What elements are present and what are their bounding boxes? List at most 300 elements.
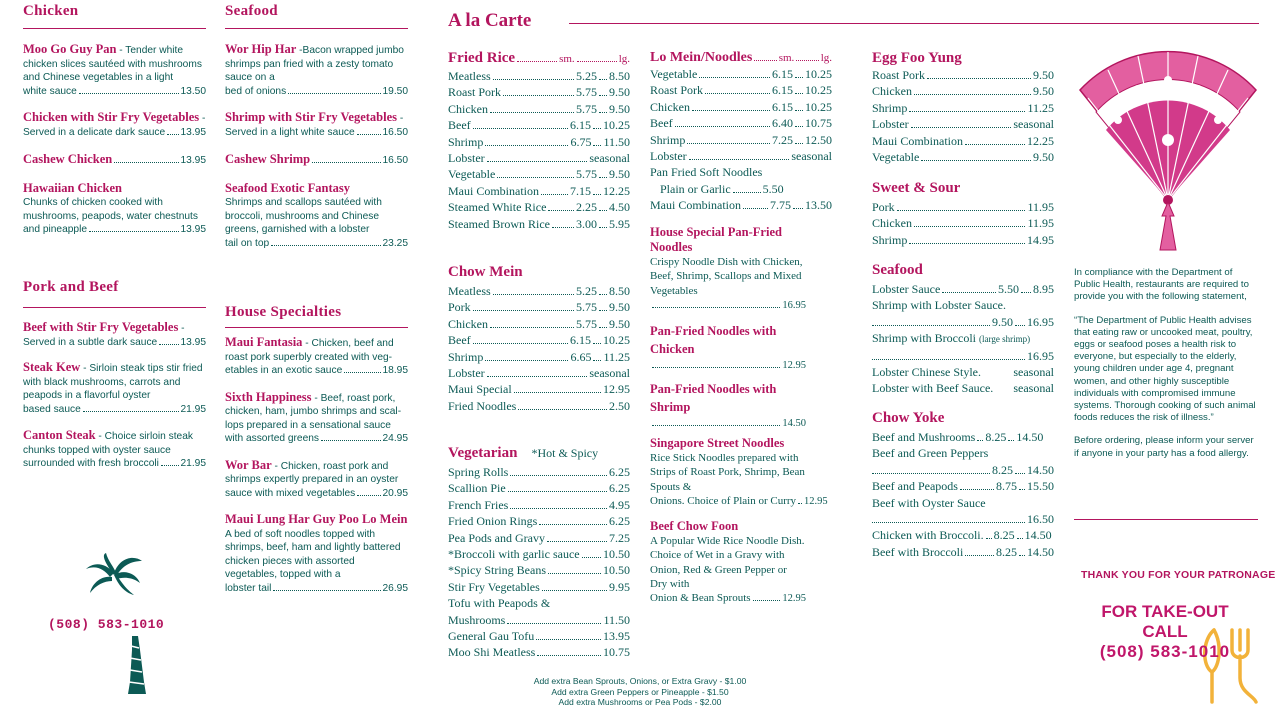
menu-row [448,595,630,611]
menu-row [448,216,630,232]
item-name: Beef with Oyster Sauce [872,495,986,510]
item-name: Lobster [448,151,485,166]
section-title-chicken: Chicken [23,3,79,19]
item-price: 4.95 [609,497,630,512]
takeout-callout [1090,602,1240,662]
menu-row [448,316,630,332]
sweet-sour-list [872,199,1054,248]
item-price-large: 9.50 [609,85,630,100]
item-price: 10.50 [603,547,630,562]
item-sep: - [302,338,312,349]
item-name: General Gau Tofu [448,629,535,644]
menu-row [650,82,832,98]
item-name: Tofu with Peapods & [448,596,551,611]
item-name: Chicken [872,216,912,231]
takeout-phone[interactable]: (508) 583-1010 [1099,642,1231,661]
item-price-small: 8.25 [992,462,1013,477]
item-price: 21.95 [180,403,206,415]
section-title-vegetarian: Vegetarian [448,445,518,461]
item-name: Vegetable [872,150,920,165]
menu-row [23,403,206,417]
item-name: Maui Special [448,382,512,397]
item-price-large: 10.25 [603,118,630,133]
menu-item [225,42,408,98]
item-price-small: 5.75 [576,85,597,100]
item-desc-last: and pineapple [23,224,88,235]
item-price-large: 10.25 [805,67,832,81]
menu-row [448,299,630,315]
item-sep: - [271,460,281,472]
item-price-large: 4.50 [609,200,630,215]
item-name: Maui Combination [448,183,539,198]
item-price: 9.50 [1033,68,1054,82]
item-desc-last: sauce with mixed vegetables [225,487,356,499]
item-price: 12.95 [782,360,806,371]
menu-item [650,322,806,374]
item-name: Shrimp [872,232,908,247]
item-price-large: 14.50 [1027,462,1054,477]
item-name: Canton Steak [23,428,96,442]
item-price: seasonal [589,151,630,166]
item-name: Lobster Sauce [872,282,941,296]
item-price: seasonal [1013,365,1054,380]
column-chicken-pork [23,0,206,469]
menu-item [23,152,206,168]
item-name: Beef [448,118,471,133]
column-seafood-house [225,0,408,594]
item-description: Rice Stick Noodles prepared with Strips of Roast Pork, Shrimp, Bean Spouts & [650,452,805,493]
item-name: Moo Go Guy Pan [23,42,117,56]
item-name: Scallion Pie [448,481,506,496]
item-name: Wor Hip Har [225,42,297,56]
item-price: seasonal [1013,117,1054,132]
menu-row [448,398,630,414]
menu-row [448,480,630,496]
item-price-small: 7.75 [770,198,791,213]
menu-row [448,579,630,595]
size-small-label: sm. [559,53,575,65]
item-price: 10.75 [603,645,630,660]
item-name: Lobster [448,366,485,381]
item-price: 16.50 [1027,512,1054,527]
item-price: seasonal [1013,381,1054,396]
extras-line: Add extra Mushrooms or Pea Pods - $2.00 [558,697,722,707]
menu-item [225,110,408,139]
pork-beef-list [23,310,206,471]
menu-item [23,110,206,139]
item-price-large: 5.95 [609,216,630,231]
item-price: 12.95 [603,382,630,397]
item-name: Meatless [448,69,491,83]
menu-row [448,332,630,348]
menu-row [872,232,1054,248]
column-lomein-noodles [650,50,832,605]
menu-row [872,348,1054,364]
item-name: Maui Combination [872,133,963,148]
menu-row [872,314,1054,330]
item-price-small: 5.50 [998,282,1019,296]
item-desc-text: Tender white chicken slices sautéed with mushrooms and Chinese vegetables in a light [23,45,202,83]
item-sep: - [296,45,303,56]
item-price-small: 6.15 [570,333,591,348]
item-name: Beef and Peapods [872,479,958,494]
menu-row [448,365,630,381]
item-name: Chicken with Stir Fry Vegetables [23,110,200,124]
menu-item [225,152,408,168]
column-egg-sweet-seafood [872,50,1054,559]
item-price-small: 6.15 [772,83,793,98]
item-desc-last: white sauce [23,85,77,97]
menu-row [650,115,832,131]
item-desc-last: etables in an exotic sauce [225,365,343,376]
item-desc-text: Sirloin steak tips stir fried with black mushrooms, carrots and peapods in a flavorful oyster [23,363,203,401]
item-name: Beef and Mushrooms [872,430,976,444]
item-description [23,320,206,336]
menu-row [448,546,630,562]
item-price-small: 5.75 [576,316,597,331]
menu-row [650,66,832,82]
menu-row [650,298,806,314]
menu-row [872,511,1054,527]
item-price: 19.50 [382,85,408,97]
item-desc-last: surrounded with fresh broccoli [23,458,159,469]
item-price: 6.25 [609,514,630,529]
extras-line: Add extra Bean Sprouts, Onions, or Extra Gravy - $1.00 [533,676,747,686]
item-name: Pan-Fried Noodles with Shrimp [650,382,777,414]
item-price: 5.50 [762,181,784,196]
menu-row [448,628,630,644]
item-price-large: 8.50 [609,69,630,83]
item-price: 9.50 [1033,84,1054,99]
menu-item [225,512,408,595]
item-desc-last: Served in a light white sauce [225,126,355,138]
item-desc-text: A bed of soft noodles topped with shrimps, beef, ham and lightly battered chicken pieces with assorted vegetables, topped with a [225,528,401,580]
item-desc-last: Served in a subtle dark sauce [23,336,158,348]
menu-item [23,428,206,471]
item-desc-text: Chicken, beef and roast pork superbly created with veg- [225,338,394,363]
item-price: 23.25 [382,237,408,249]
item-sep: - [311,392,321,404]
item-price-small: 7.25 [772,132,793,147]
item-price-small: 9.50 [992,314,1013,329]
item-name: Roast Pork [448,85,502,100]
item-price-small: 5.75 [576,101,597,116]
item-name: Pea Pods and Gravy [448,530,545,545]
menu-row [650,197,832,213]
seafood-header [872,262,923,279]
item-name: Meatless [448,284,491,298]
item-name: Chicken with Broccoli. [872,528,984,543]
size-large-label: lg. [820,52,832,64]
item-description: A Popular Wide Rice Noodle Dish. Choice of Wet in a Gravy with Onion, Red & Green Pepper or Dry with [650,535,805,590]
item-name: Stir Fry Vegetables [448,579,540,594]
item-name: Beef [650,116,673,131]
menu-item [650,519,806,608]
item-desc-last: lobster tail [225,582,272,594]
menu-row [872,100,1054,116]
item-name: Chicken [650,99,690,114]
menu-row [872,116,1054,132]
menu-row [650,164,832,180]
item-price-large: 14.50 [1016,430,1044,444]
section-title-pork-beef: Pork and Beef [23,279,119,295]
menu-item [225,458,408,501]
menu-row [872,297,1054,313]
menu-row [448,349,630,365]
item-name: Beef Chow Foon [650,519,739,533]
item-desc-text: Shrimps and scallops sautéed with broccoli, mushrooms and Chinese greens, garnished with a lobster [225,197,382,235]
item-price-large: 12.25 [603,183,630,198]
menu-row [225,152,408,168]
item-price-large: 8.95 [1033,282,1054,296]
house-specialties-list [225,327,408,595]
menu-row [225,237,408,251]
notice-paragraph: In compliance with the Department of Public Health, restaurants are required to provide you with the following statement, [1074,267,1249,303]
item-price: 13.50 [180,85,206,97]
item-price: 24.95 [382,433,408,444]
item-name: Plain or Garlic [660,181,731,196]
chow-yoke-list [872,429,1054,560]
palm-trunk-icon [124,636,148,696]
item-price-large: 10.25 [603,333,630,348]
item-price-small: 5.25 [576,69,597,83]
item-price-large: 10.75 [805,116,832,131]
item-description [23,181,206,224]
menu-row [872,527,1054,543]
item-description [225,390,408,433]
seafood-alacarte-list [872,281,1054,397]
item-name: Pan-Fried Noodles with Chicken [650,324,777,356]
item-desc-last: with assorted greens [225,433,320,444]
menu-row [872,199,1054,215]
item-price: 14.50 [782,418,806,429]
item-price: 11.95 [1027,216,1054,231]
item-name: Shrimp with Stir Fry Vegetables [225,110,397,124]
item-name: Chicken [448,316,488,331]
item-desc-last: Onion & Bean Sprouts [650,592,751,605]
menu-row [872,149,1054,165]
item-name: Lobster [650,149,687,164]
item-price-large: 11.50 [603,134,630,149]
item-price-small: 8.25 [996,544,1017,559]
menu-row [872,133,1054,149]
item-price: 12.95 [804,495,828,507]
item-price-large: 11.25 [603,349,630,364]
menu-row [448,150,630,166]
menu-row [448,199,630,215]
menu-row [448,68,630,84]
item-price-small: 5.25 [576,284,597,298]
item-price: 21.95 [180,458,206,469]
item-price: seasonal [791,149,832,164]
extras-line: Add extra Green Peppers or Pineapple - $1.50 [551,686,729,697]
item-name: Chicken [448,101,488,116]
item-price: 13.95 [180,224,206,235]
item-price-large: 10.25 [805,99,832,114]
item-price: 9.50 [1033,150,1054,165]
item-name: Moo Shi Meatless [448,645,536,660]
item-name: Vegetable [650,67,698,81]
menu-row [872,429,1054,445]
item-name: Beef with Broccoli [872,544,964,559]
item-name: Lobster with Beef Sauce. [872,381,994,396]
section-title-seafood: Seafood [225,3,278,19]
item-price-large: 8.50 [609,284,630,298]
item-name: Singapore Street Noodles [650,436,785,450]
menu-row [23,152,206,168]
menu-item [23,320,206,349]
health-notice [1074,267,1258,460]
divider [1074,519,1258,520]
item-price-large: 15.50 [1027,479,1054,494]
menu-row [872,330,1054,347]
item-name: Lobster Chinese Style. [872,365,981,380]
divider [23,28,206,29]
size-large-label: lg. [618,53,630,65]
item-price: 11.25 [1027,100,1054,115]
section-title-a-la-carte: A la Carte [448,10,532,31]
item-name: Shrimp with Broccoli [872,331,976,346]
item-name: Steamed White Rice [448,200,547,215]
item-price-small: 7.15 [570,183,591,198]
menu-row [448,101,630,117]
menu-row [448,513,630,529]
section-title-egg-foo-yung: Egg Foo Yung [872,50,962,66]
item-name: Maui Fantasia [225,335,303,349]
section-title-chow-yoke: Chow Yoke [872,410,945,426]
item-price-small: 6.65 [570,349,592,364]
menu-row [448,84,630,100]
item-price-large: 16.95 [1027,314,1054,329]
item-name: Pork [872,200,895,214]
menu-row [448,166,630,182]
item-price-large: 9.50 [609,101,630,116]
item-desc-text: Beef, roast pork, chicken, ham, jumbo shrimps and scal-lops prepared in a sensational sauce [225,392,402,431]
takeout-line: FOR TAKE-OUT [1101,602,1229,621]
item-description [23,360,206,403]
section-title-sweet-sour: Sweet & Sour [872,180,961,196]
item-name: Steak Kew [23,360,81,374]
item-price: seasonal [589,366,630,381]
item-price-large: 13.50 [805,198,832,213]
menu-row [872,495,1054,511]
item-description [23,110,206,126]
size-small-label: sm. [778,52,795,64]
chow-mein-list [448,283,630,414]
item-name: Fried Noodles [448,398,517,413]
item-price-small: 6.15 [570,118,591,133]
item-name: House Special Pan-Fried Noodles [650,225,782,254]
item-price-small: 8.75 [996,479,1017,494]
menu-row [872,462,1054,478]
item-name: Beef with Stir Fry Vegetables [23,320,179,334]
item-name: Sixth Happiness [225,389,312,404]
item-price-small: 6.75 [570,134,592,149]
phone-number[interactable]: (508) 583-1010 [48,617,165,632]
column-rice-chowmein-veg [448,50,630,660]
item-description [225,512,408,582]
lo-mein-list [650,66,832,164]
item-price-large: 14.50 [1024,528,1052,543]
item-price: 14.95 [1027,232,1054,247]
item-price-small: 3.00 [576,216,597,231]
item-name: Steamed Brown Rice [448,216,550,231]
thank-you-text: THANK YOU FOR YOUR PATRONAGE [1081,569,1276,581]
chow-mein-header [448,264,523,281]
menu-row [872,380,1054,396]
chow-yoke-header [872,410,944,427]
vegetarian-header [448,445,630,462]
menu-row [225,582,408,596]
item-name: Wor Bar [225,457,272,472]
item-price: 10.50 [603,563,630,578]
item-description [23,428,206,457]
item-description [225,110,408,126]
sweet-sour-header [872,180,960,197]
item-price-large: 14.50 [1027,544,1054,559]
hot-spicy-note: *Hot & Spicy [531,446,599,460]
menu-row [448,612,630,628]
menu-row [448,381,630,397]
item-name: Cashew Chicken [23,152,113,166]
menu-row [872,478,1054,494]
menu-row [23,223,206,237]
menu-row [872,67,1054,83]
item-sep: - [116,45,126,56]
section-title-lo-mein: Lo Mein/Noodles [650,50,753,65]
item-price-small: 6.15 [772,67,793,81]
chicken-list [23,42,206,237]
lo-mein-header [650,50,832,66]
menu-row [872,544,1054,560]
item-name: Shrimp [650,132,686,147]
menu-row [448,464,630,480]
menu-row [650,494,828,510]
item-desc-text: Bacon wrapped jumbo shrimps pan fried with a zesty tomato sauce on a [225,45,404,83]
extras-footer [450,676,830,708]
item-desc-last: based sauce [23,403,81,415]
item-name: Hawaiian Chicken [23,180,122,195]
menu-item [225,181,408,251]
menu-row [225,432,408,446]
item-price-large: 9.50 [609,167,630,182]
item-name: Seafood Exotic Fantasy [225,180,350,195]
menu-item [225,335,408,378]
item-sep: - [397,113,404,124]
menu-row [448,134,630,150]
menu-row [448,183,630,199]
item-price-small: 8.25 [993,528,1015,543]
menu-row [650,132,832,148]
item-price-small: 5.75 [576,167,597,182]
item-desc-text: Chunks of chicken cooked with mushrooms, peapods, water chestnuts [23,197,198,222]
section-title-chow-mein: Chow Mein [448,264,523,280]
item-name: Roast Pork [650,83,704,98]
item-desc-text: Chicken, roast pork and shrimps expertly prepared in an oyster [225,460,399,485]
menu-row [448,562,630,578]
egg-foo-yung-header [872,50,1054,67]
item-name: Cashew Shrimp [225,152,311,166]
item-price: 13.95 [603,629,630,644]
menu-row [448,117,630,133]
item-desc-text: Choice sirloin steak chunks topped with oyster sauce [23,431,193,456]
menu-item [650,380,806,432]
menu-row [872,445,1054,461]
menu-row [650,181,832,197]
menu-row [650,99,832,115]
section-title-seafood-alacarte: Seafood [872,262,923,278]
menu-row [650,416,806,432]
